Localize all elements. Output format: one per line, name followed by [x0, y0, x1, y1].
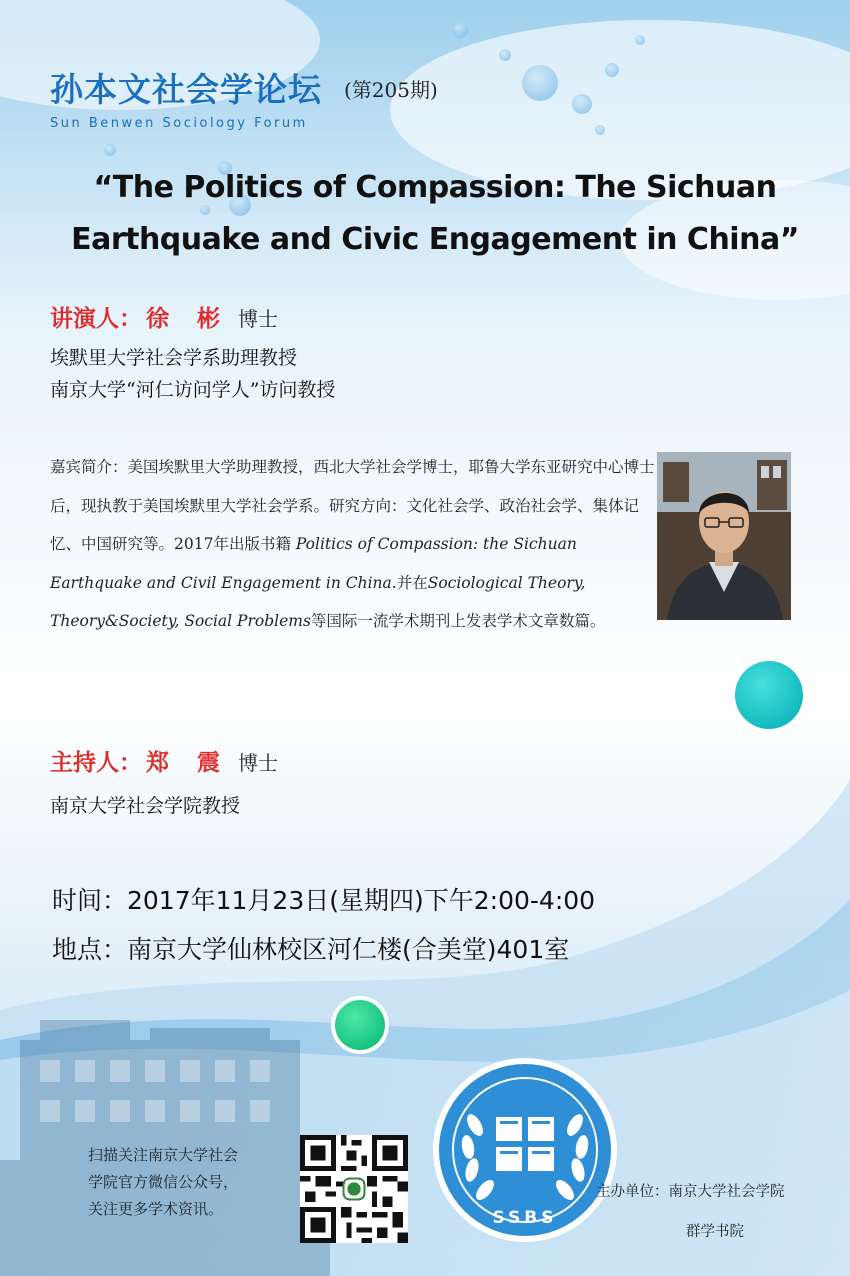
organizer-line-2: 群学书院 [686, 1224, 744, 1240]
bio-book-title: Politics of Compassion: the Sichuan Earthquake and Civil Engagement in China. [50, 535, 577, 592]
speaker-photo [657, 452, 791, 620]
qr-caption-line-3: 关注更多学术资讯。 [88, 1200, 224, 1218]
speaker-bio [50, 448, 656, 641]
host-name: 郑 震 [146, 750, 231, 776]
host-affiliation: 南京大学社会学院教授 [50, 795, 241, 817]
bio-text-2: 并在 [396, 573, 428, 592]
forum-english-name: Sun Benwen Sociology Forum [50, 116, 308, 131]
logo-text: SSBS [492, 1208, 558, 1228]
host-role-label: 主持人： [50, 750, 142, 776]
qr-caption [88, 1142, 288, 1223]
bio-text-1: 嘉宾简介：美国埃默里大学助理教授，西北大学社会学博士，耶鲁大学东亚研究中心博士后，现执教于美国埃默里大学社会学系。研究方向：文化社会学、政治社会学、集体记忆、中国研究等。2017年出版书籍 [50, 458, 655, 553]
bio-text-3: 等国际一流学术期刊上发表学术文章数篇。 [310, 612, 606, 630]
forum-title: 孙本文社会学论坛 [50, 70, 322, 109]
qr-caption-line-1: 扫描关注南京大学社会 [88, 1146, 239, 1164]
qr-caption-line-2: 学院官方微信公众号， [88, 1173, 239, 1191]
bio-journals: Sociological Theory, Theory&Society, Social Problems [50, 573, 586, 630]
talk-title [40, 162, 830, 266]
forum-issue-number: (第205期) [344, 78, 438, 102]
speaker-role-label: 讲演人： [50, 306, 142, 332]
speaker-affiliation-2: 南京大学“河仁访问学人”访问教授 [50, 379, 336, 401]
speaker-heading [50, 300, 278, 333]
talk-title-line-1: “The Politics of Compassion: The Sichuan [93, 170, 777, 205]
event-time: 时间：2017年11月23日(星期四)下午2:00-4:00 [52, 886, 596, 915]
speaker-degree: 博士 [238, 307, 279, 331]
organizer-line-1: 主办单位：南京大学社会学院 [596, 1184, 785, 1200]
host-degree: 博士 [238, 751, 279, 775]
wechat-qr-code[interactable] [300, 1135, 408, 1243]
event-place: 地点：南京大学仙林校区河仁楼(合美堂)401室 [52, 935, 570, 964]
speaker-name: 徐 彬 [146, 306, 231, 332]
talk-title-line-2: Earthquake and Civic Engagement in China” [71, 222, 799, 257]
host-heading [50, 744, 278, 777]
ssbs-logo [430, 1055, 620, 1245]
speaker-affiliation-1: 埃默里大学社会学系助理教授 [50, 347, 298, 369]
